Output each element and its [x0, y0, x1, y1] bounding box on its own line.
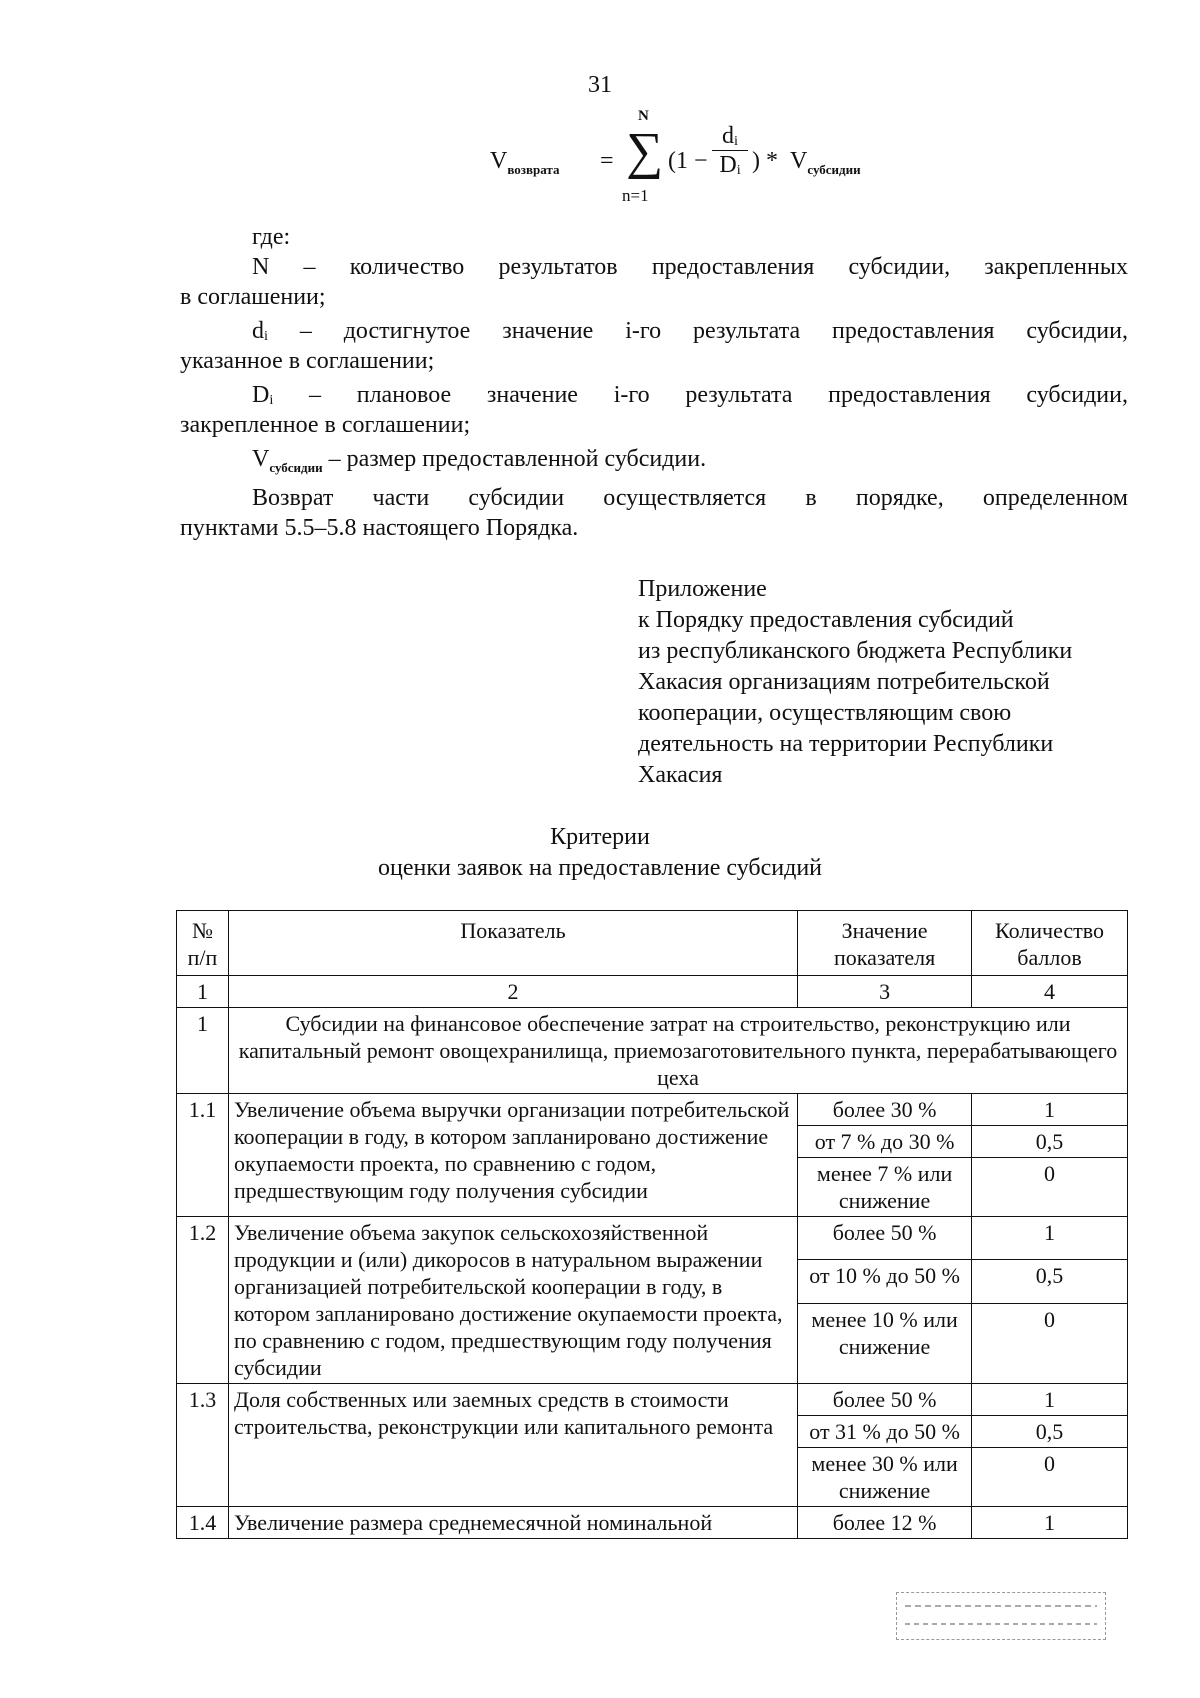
row-indicator: Увеличение объема закупок сельскохозяйственной продукции и (или) дикоросов в натуральном выражении организацией потребительской кооперации в году, в котором запланировано достижение окупаемости проекта, по сравнению с годом, предшествующим году получения субсидии — [228, 1217, 797, 1384]
option-value: более 12 % — [798, 1507, 972, 1539]
section-num: 1 — [177, 1008, 229, 1094]
appendix-note — [638, 574, 1128, 791]
option-points: 0 — [972, 1303, 1128, 1383]
option-points: 1 — [972, 1217, 1128, 1260]
option-value: более 30 % — [798, 1094, 972, 1126]
title-line1: Критерии — [550, 824, 650, 850]
return-formula — [490, 108, 910, 208]
formula-open: (1 − — [668, 148, 708, 174]
table-row — [177, 1094, 1128, 1126]
page-number: 31 — [588, 72, 612, 98]
appendix-line: деятельность на территории Республики — [638, 731, 1054, 757]
option-value: более 50 % — [798, 1384, 972, 1416]
row-num: 1.3 — [177, 1384, 229, 1507]
D-definition-line1: Dᵢ – плановое значение i-го результата предоставления субсидии, — [252, 382, 1128, 408]
option-points: 0,5 — [972, 1416, 1128, 1448]
n-definition-line2: в соглашении; — [180, 284, 326, 310]
formula-rhs: $V_{субсидии}$ — [790, 148, 861, 177]
option-points: 0,5 — [972, 1126, 1128, 1158]
table-row — [177, 1384, 1128, 1416]
appendix-line: Хакасия организациям потребительской — [638, 669, 1050, 695]
formula-denominator: Dᵢ — [719, 152, 741, 178]
D-definition-line2: закрепленное в соглашении; — [180, 412, 471, 438]
option-points: 0,5 — [972, 1260, 1128, 1303]
row-num: 1.1 — [177, 1094, 229, 1217]
criteria-table — [176, 910, 1128, 1539]
col-number: 4 — [972, 976, 1128, 1008]
formula-fraction — [712, 122, 748, 179]
appendix-line: кооперации, осуществляющим свою — [638, 700, 1012, 726]
header-value: Значение показателя — [798, 911, 972, 976]
col-number: 3 — [798, 976, 972, 1008]
formula-equals: = — [600, 148, 614, 174]
v-definition: $V_{субсидии}$ – размер предоставленной субсидии. — [252, 446, 707, 475]
d-definition-line1: dᵢ – достигнутое значение i-го результата предоставления субсидии, — [252, 318, 1128, 344]
criteria-title — [0, 822, 1200, 884]
row-indicator: Доля собственных или заемных средств в стоимости строительства, реконструкции или капитального ремонта — [228, 1384, 797, 1507]
option-value: менее 7 % или снижение — [798, 1158, 972, 1217]
option-points: 1 — [972, 1094, 1128, 1126]
definitions — [180, 222, 1128, 543]
return-line1: Возврат части субсидии осуществляется в порядке, определенном — [252, 484, 1128, 511]
appendix-line: из республиканского бюджета Республики — [638, 638, 1073, 664]
option-value: менее 30 % или снижение — [798, 1448, 972, 1507]
option-value: от 31 % до 50 % — [798, 1416, 972, 1448]
row-num: 1.4 — [177, 1507, 229, 1539]
d-definition-line2: указанное в соглашении; — [180, 348, 435, 374]
row-num: 1.2 — [177, 1217, 229, 1384]
option-points: 1 — [972, 1507, 1128, 1539]
formula-sigma: ∑ — [626, 123, 664, 180]
where-label: где: — [252, 224, 291, 250]
option-value: менее 10 % или снижение — [798, 1303, 972, 1383]
registration-stamp — [896, 1592, 1106, 1640]
n-definition-line1: N – количество результатов предоставления субсидии, закрепленных — [252, 254, 1128, 280]
appendix-line: к Порядку предоставления субсидий — [638, 607, 1014, 633]
table-row — [177, 1507, 1128, 1539]
formula-close: ) * — [752, 148, 778, 174]
formula-sum-upper: N — [638, 108, 649, 124]
appendix-line: Приложение — [638, 576, 767, 602]
return-line2: пунктами 5.5–5.8 настоящего Порядка. — [180, 514, 579, 541]
title-line2: оценки заявок на предоставление субсидий — [377, 855, 823, 881]
option-value: более 50 % — [798, 1217, 972, 1260]
row-indicator: Увеличение объема выручки организации потребительской кооперации в году, в котором запланировано достижение окупаемости проекта, по сравнению с годом, предшествующим году получения субсидии — [228, 1094, 797, 1217]
option-points: 0 — [972, 1448, 1128, 1507]
col-number: 2 — [228, 976, 797, 1008]
option-value: от 7 % до 30 % — [798, 1126, 972, 1158]
table-row — [177, 1217, 1128, 1260]
header-points: Количество баллов — [972, 911, 1128, 976]
col-number: 1 — [177, 976, 229, 1008]
appendix-line: Хакасия — [638, 762, 723, 788]
option-points: 0 — [972, 1158, 1128, 1217]
header-indicator: Показатель — [228, 911, 797, 976]
header-num: № п/п — [177, 911, 229, 976]
table-header-row — [177, 911, 1128, 976]
formula-lhs: $V_{возврата}$ — [490, 148, 560, 177]
column-number-row — [177, 976, 1128, 1008]
row-indicator: Увеличение размера среднемесячной номинальной — [228, 1507, 797, 1539]
option-value: от 10 % до 50 % — [798, 1260, 972, 1303]
option-points: 1 — [972, 1384, 1128, 1416]
section-row — [177, 1008, 1128, 1094]
section-text: Субсидии на финансовое обеспечение затрат на строительство, реконструкцию или капитальный ремонт овощехранилища, приемозаготовительного пункта, перерабатывающего цеха — [228, 1008, 1127, 1094]
formula-numerator: dᵢ — [712, 122, 748, 151]
formula-sum-lower: n=1 — [622, 186, 649, 205]
